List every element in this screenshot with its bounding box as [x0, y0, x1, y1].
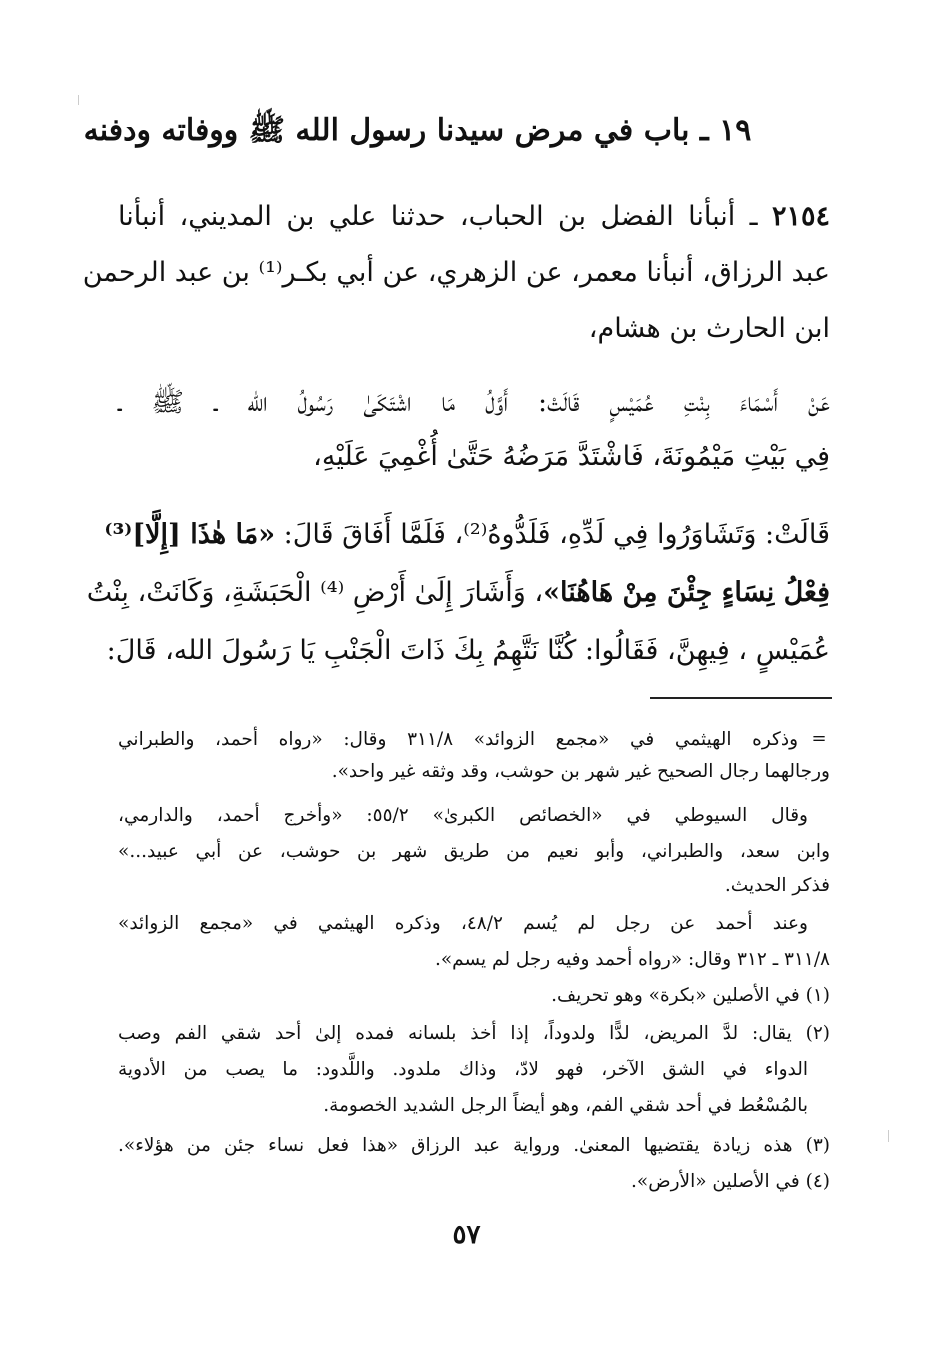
footnote-separator [650, 697, 832, 699]
isnad-line-1 [118, 192, 830, 242]
isnad-text-1: ـ أنبأنا الفضل بن الحباب، حدثنا علي بن المديني، أنبأنا [118, 201, 772, 232]
footnote-2-cont: بالمُسْعُط في أحد شقي الفم، وهو أيضاً الرجل الشديد الخصومة. [323, 1095, 808, 1116]
prophet-quote-1: «مَا هٰذَا [إِلَّا]⁽³⁾ [104, 519, 276, 550]
footnote-line: وذكره الهيثمي في «مجمع الزوائد» ٣١١/٨ وقال: «رواه أحمد، والطبراني [118, 729, 799, 750]
footnote-line: ورجالهما رجال الصحيح غير شهر بن حوشب، وقد وثقه غير واحد». [331, 761, 830, 782]
footnote-continuation-marker: = [811, 728, 827, 749]
prophet-quote-2: فِعْلُ نِسَاءٍ جِئْنَ مِنْ هَاهُنَا» [543, 577, 830, 608]
footnote-1: (١) في الأصلين «بكرة» وهو تحريف. [551, 985, 830, 1006]
matn-text-plain-2: ، وَأَشَارَ إِلَىٰ أَرْضِ ⁽⁴⁾ الْحَبَشَةِ، وَكَانَتْ، بِنْتُ [86, 577, 544, 608]
page-number: ٥٧ [452, 1220, 481, 1250]
footnote-3: (٣) هذه زيادة يقتضيها المعنىٰ. ورواية عبد الرزاق «هذا فعل نساء جئن من هؤلاء». [118, 1135, 830, 1156]
footnote-2-cont: الدواء في الشق الآخر، فهو لادّ، وذاك ملدود. واللَّدود: ما يصب من الأدوية [118, 1059, 808, 1080]
matn-line-2: فِي بَيْتِ مَيْمُونَةَ، فَاشْتَدَّ مَرَضُهُ حَتَّىٰ أُغْمِيَ عَلَيْهِ، [313, 441, 830, 472]
isnad-line-3: ابن الحارث بن هشام، [588, 313, 830, 344]
scan-mark [78, 95, 79, 105]
hadith-number: ٢١٥٤ [771, 201, 830, 232]
matn-line-3 [104, 510, 830, 560]
footnote-line: وابن سعد، والطبراني، وأبو نعيم من طريق شهر بن حوشب، عن أبي عبيد...» [118, 841, 830, 862]
matn-line-5: عُمَيْسٍ ، فِيهِنَّ، فَقَالُوا: كُنَّا نَتَّهِمُ بِكَ ذَاتَ الْجَنْبِ يَا رَسُولَ الله، قَالَ: [106, 635, 830, 666]
matn-text-plain-1: قَالَتْ: وَتَشَاوَرُوا فِي لَدِّهِ، فَلَدُّوهُ⁽²⁾، فَلَمَّا أَفَاقَ قَالَ: [275, 519, 830, 550]
matn-line-4 [86, 568, 830, 618]
footnote-line: وعند أحمد عن رجل لم يُسم ٤٨/٢، وذكره الهيثمي في «مجمع الزوائد» [118, 913, 808, 934]
isnad-line-2: عبد الرزاق، أنبأنا معمر، عن الزهري، عن أبي بكـر⁽¹⁾ بن عبد الرحمن [82, 257, 830, 288]
footnote-line: ٣١١/٨ ـ ٣١٢ وقال: «رواه أحمد وفيه رجل لم يسم». [434, 949, 830, 970]
scan-mark [888, 1130, 889, 1142]
chapter-heading: ١٩ ـ باب في مرض سيدنا رسول الله ﷺ ووفاته ودفنه [83, 113, 752, 148]
footnote-2: (٢) يقال: لدَّ المريض، لدًّا ولدوداً، إذا أخذ بلسانه فمده إلىٰ أحد شقي الفم وصب [118, 1023, 830, 1044]
footnote-line: وقال السيوطي في «الخصائص الكبرىٰ» ٥٥/٢: «وأخرج أحمد، والدارمي، [118, 805, 808, 826]
matn-line-1: عَنْ أَسْمَاءَ بِنْتِ عُمَيْسٍ قَالَتْ: أَوَّلُ مَا اشْتَكَىٰ رَسُولُ الله ـ ﷺ ـ [118, 387, 830, 418]
footnote-line: فذكر الحديث. [724, 875, 830, 896]
footnote-4: (٤) في الأصلين «الأرض». [631, 1171, 830, 1192]
